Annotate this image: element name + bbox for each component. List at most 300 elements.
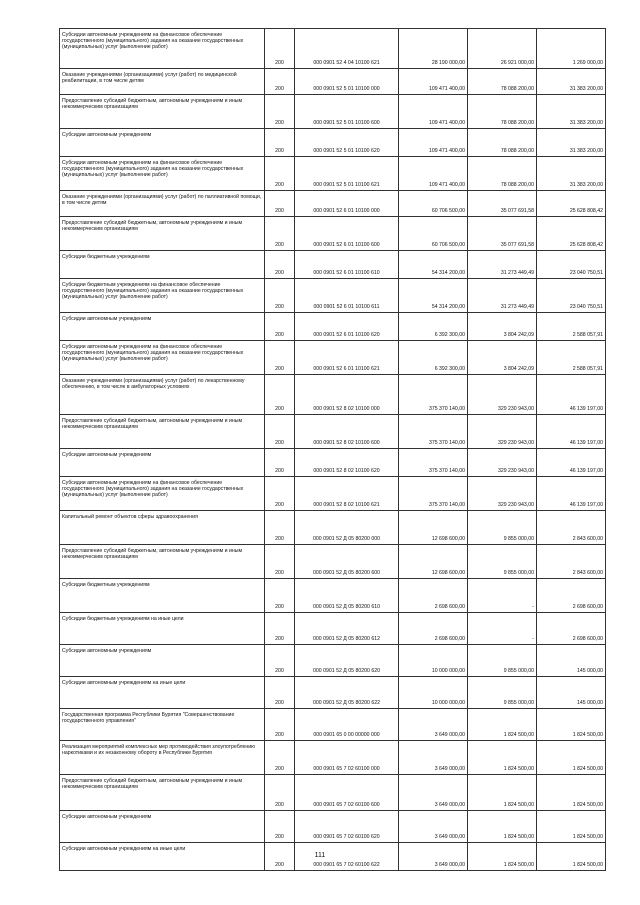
cell-unexecuted-amount (537, 449, 606, 477)
cell-approved-amount (399, 677, 468, 709)
table-row (60, 545, 606, 579)
cell-unexecuted-amount (537, 251, 606, 279)
cell-classification-code (295, 579, 399, 613)
cell-code-text: 200 (275, 834, 284, 840)
cell-code (265, 741, 295, 775)
cell-code-text: 200 (275, 86, 284, 92)
cell-unexecuted-amount-text: 2 843 600,00 (572, 570, 603, 576)
cell-code-text: 200 (275, 332, 284, 338)
cell-executed-amount (468, 191, 537, 217)
cell-classification-code (295, 251, 399, 279)
table-row (60, 191, 606, 217)
cell-approved-amount-text: 10 000 000,00 (431, 700, 465, 706)
cell-name (60, 69, 265, 95)
cell-unexecuted-amount-text: 1 824 500,00 (572, 862, 603, 868)
cell-code-text: 200 (275, 182, 284, 188)
cell-name-text: Субсидии автономным учреждениям (62, 132, 152, 138)
cell-unexecuted-amount-text: 2 843 600,00 (572, 536, 603, 542)
cell-executed-amount (468, 449, 537, 477)
cell-name (60, 775, 265, 811)
cell-unexecuted-amount-text: 31 383 200,00 (569, 182, 603, 188)
cell-unexecuted-amount-text: 145 000,00 (577, 700, 603, 706)
cell-approved-amount (399, 375, 468, 415)
cell-name (60, 313, 265, 341)
cell-approved-amount-text: 3 649 000,00 (434, 802, 465, 808)
cell-code-text: 200 (275, 732, 284, 738)
cell-code-text: 200 (275, 406, 284, 412)
cell-approved-amount-text: 3 649 000,00 (434, 834, 465, 840)
table-row (60, 709, 606, 741)
cell-approved-amount-text: 12 698 600,00 (431, 536, 465, 542)
cell-classification-code (295, 191, 399, 217)
cell-unexecuted-amount-text: 2 588 057,91 (572, 366, 603, 372)
cell-code (265, 511, 295, 545)
cell-executed-amount-text: - (532, 636, 534, 642)
cell-code-text: 200 (275, 208, 284, 214)
cell-classification-code-text: 000 0901 52 8 02 10100 600 (313, 440, 380, 446)
cell-code-text: 200 (275, 502, 284, 508)
cell-approved-amount (399, 191, 468, 217)
cell-approved-amount-text: 109 471 400,00 (428, 86, 465, 92)
cell-name-text: Субсидии автономным учреждениям (62, 648, 152, 654)
table-row (60, 449, 606, 477)
cell-classification-code-text: 000 0901 52 6 01 10100 621 (313, 366, 380, 372)
cell-approved-amount (399, 157, 468, 191)
cell-name-text: Субсидии бюджетным учреждениям (62, 254, 150, 260)
cell-classification-code (295, 129, 399, 157)
cell-code (265, 279, 295, 313)
cell-classification-code-text: 000 0901 52 5 01 10100 600 (313, 120, 380, 126)
cell-classification-code (295, 279, 399, 313)
cell-executed-amount-text: 35 077 691,58 (500, 208, 534, 214)
cell-name (60, 449, 265, 477)
cell-code (265, 477, 295, 511)
cell-unexecuted-amount (537, 677, 606, 709)
cell-name-text: Субсидии автономным учреждениям на финансовое обеспечение государственного (муниципального) задания на оказание государственных (муниципальных) услуг (выполнение работ) (62, 32, 244, 50)
cell-classification-code-text: 000 0901 52 Д 05 80200 612 (313, 636, 380, 642)
cell-classification-code (295, 613, 399, 645)
cell-classification-code (295, 709, 399, 741)
cell-approved-amount-text: 375 370 140,00 (428, 406, 465, 412)
cell-unexecuted-amount-text: 46 139 197,00 (569, 502, 603, 508)
cell-code-text: 200 (275, 304, 284, 310)
cell-name-text: Субсидии автономным учреждениям (62, 452, 152, 458)
cell-name-text: Субсидии автономным учреждениям (62, 316, 152, 322)
cell-unexecuted-amount (537, 69, 606, 95)
cell-name (60, 95, 265, 129)
cell-name (60, 29, 265, 69)
cell-executed-amount (468, 415, 537, 449)
cell-executed-amount (468, 279, 537, 313)
cell-approved-amount-text: 60 706 500,00 (431, 242, 465, 248)
table-row (60, 251, 606, 279)
cell-classification-code-text: 000 0901 52 5 01 10100 621 (313, 182, 380, 188)
cell-approved-amount-text: 10 000 000,00 (431, 668, 465, 674)
cell-approved-amount-text: 6 392 300,00 (434, 366, 465, 372)
cell-unexecuted-amount-text: 1 824 500,00 (572, 834, 603, 840)
table-row (60, 29, 606, 69)
cell-unexecuted-amount-text: 1 269 000,00 (572, 60, 603, 66)
cell-name (60, 545, 265, 579)
cell-executed-amount (468, 579, 537, 613)
cell-unexecuted-amount-text: 46 139 197,00 (569, 406, 603, 412)
cell-classification-code (295, 511, 399, 545)
cell-code-text: 200 (275, 242, 284, 248)
cell-approved-amount (399, 545, 468, 579)
cell-name-text: Субсидии бюджетным учреждениям на финансовое обеспечение государственного (муниципального) задания на оказание государственных (муниципальных) услуг (выполнение работ) (62, 282, 244, 300)
cell-unexecuted-amount (537, 341, 606, 375)
cell-unexecuted-amount (537, 217, 606, 251)
cell-code (265, 677, 295, 709)
cell-executed-amount-text: 329 230 943,00 (497, 440, 534, 446)
cell-approved-amount-text: 3 649 000,00 (434, 732, 465, 738)
cell-code (265, 775, 295, 811)
cell-name-text: Предоставление субсидий бюджетным, автономным учреждениям и иным некоммерческим организациям (62, 220, 243, 232)
cell-executed-amount-text: 9 855 000,00 (503, 570, 534, 576)
cell-name-text: Оказание учреждениями (организациями) услуг (работ) по медицинской реабилитации, в том числе детям (62, 72, 237, 84)
cell-approved-amount (399, 511, 468, 545)
cell-code (265, 191, 295, 217)
cell-name-text: Капитальный ремонт объектов сферы здравоохранения (62, 514, 198, 520)
table-row (60, 775, 606, 811)
cell-code-text: 200 (275, 862, 284, 868)
cell-approved-amount-text: 109 471 400,00 (428, 148, 465, 154)
cell-code (265, 645, 295, 677)
cell-code (265, 545, 295, 579)
cell-name (60, 157, 265, 191)
table-row (60, 415, 606, 449)
table-row (60, 579, 606, 613)
cell-classification-code (295, 645, 399, 677)
cell-approved-amount-text: 3 649 000,00 (434, 862, 465, 868)
cell-approved-amount (399, 415, 468, 449)
table-row (60, 279, 606, 313)
cell-code (265, 29, 295, 69)
cell-name (60, 811, 265, 843)
cell-classification-code-text: 000 0901 52 Д 05 80200 000 (313, 536, 380, 542)
cell-executed-amount-text: 329 230 943,00 (497, 502, 534, 508)
cell-executed-amount-text: 1 824 500,00 (503, 834, 534, 840)
cell-approved-amount-text: 3 649 000,00 (434, 766, 465, 772)
cell-name-text: Реализация мероприятий комплексных мер противодействия злоупотреблению наркотиками и их незаконному обороту в Республике Бурятия (62, 744, 256, 756)
cell-unexecuted-amount (537, 613, 606, 645)
table-row (60, 511, 606, 545)
cell-classification-code-text: 000 0901 52 Д 05 80200 622 (313, 700, 380, 706)
cell-approved-amount (399, 279, 468, 313)
cell-code (265, 613, 295, 645)
cell-name (60, 415, 265, 449)
cell-classification-code (295, 313, 399, 341)
cell-unexecuted-amount (537, 129, 606, 157)
cell-approved-amount-text: 375 370 140,00 (428, 468, 465, 474)
cell-unexecuted-amount-text: 25 628 808,42 (569, 208, 603, 214)
cell-unexecuted-amount (537, 511, 606, 545)
cell-classification-code-text: 000 0901 65 7 02 60100 622 (313, 862, 380, 868)
cell-unexecuted-amount-text: 1 824 500,00 (572, 766, 603, 772)
cell-unexecuted-amount (537, 709, 606, 741)
page-number: 111 (314, 852, 326, 859)
cell-unexecuted-amount (537, 95, 606, 129)
cell-executed-amount-text: 1 824 500,00 (503, 802, 534, 808)
cell-approved-amount (399, 129, 468, 157)
budget-execution-table (59, 28, 606, 871)
cell-classification-code-text: 000 0901 52 Д 05 80200 610 (313, 604, 380, 610)
cell-name-text: Субсидии бюджетным учреждениям (62, 582, 150, 588)
cell-executed-amount-text: 78 088 200,00 (500, 148, 534, 154)
cell-approved-amount (399, 251, 468, 279)
cell-classification-code-text: 000 0901 65 7 02 60100 600 (313, 802, 380, 808)
cell-classification-code-text: 000 0901 52 8 02 10100 000 (313, 406, 380, 412)
table-row (60, 375, 606, 415)
cell-classification-code (295, 677, 399, 709)
cell-unexecuted-amount-text: 31 383 200,00 (569, 120, 603, 126)
cell-executed-amount-text: 329 230 943,00 (497, 406, 534, 412)
cell-unexecuted-amount (537, 191, 606, 217)
cell-code-text: 200 (275, 120, 284, 126)
cell-unexecuted-amount-text: 46 139 197,00 (569, 440, 603, 446)
cell-classification-code-text: 000 0901 52 Д 05 80200 600 (313, 570, 380, 576)
cell-approved-amount (399, 709, 468, 741)
cell-approved-amount (399, 741, 468, 775)
cell-name (60, 741, 265, 775)
cell-executed-amount (468, 775, 537, 811)
cell-executed-amount (468, 157, 537, 191)
cell-name-text: Государственная программа Республики Бурятия "Совершенствование государственного управления" (62, 712, 235, 724)
cell-code (265, 313, 295, 341)
cell-code-text: 200 (275, 270, 284, 276)
cell-approved-amount-text: 375 370 140,00 (428, 440, 465, 446)
cell-name-text: Субсидии автономным учреждениям на иные цели (62, 680, 186, 686)
cell-executed-amount (468, 709, 537, 741)
cell-name-text: Предоставление субсидий бюджетным, автономным учреждениям и иным некоммерческим организациям (62, 778, 243, 790)
cell-executed-amount-text: 9 855 000,00 (503, 700, 534, 706)
cell-executed-amount-text: 1 824 500,00 (503, 732, 534, 738)
cell-executed-amount-text: 35 077 691,58 (500, 242, 534, 248)
cell-code (265, 251, 295, 279)
cell-unexecuted-amount-text: 23 040 750,51 (569, 304, 603, 310)
cell-classification-code-text: 000 0901 52 5 01 10100 000 (313, 86, 380, 92)
cell-code (265, 157, 295, 191)
table-row (60, 677, 606, 709)
cell-classification-code (295, 775, 399, 811)
cell-executed-amount-text: 329 230 943,00 (497, 468, 534, 474)
cell-approved-amount-text: 12 698 600,00 (431, 570, 465, 576)
cell-classification-code (295, 29, 399, 69)
cell-classification-code-text: 000 0901 52 6 01 10100 610 (313, 270, 380, 276)
cell-executed-amount (468, 217, 537, 251)
cell-approved-amount-text: 109 471 400,00 (428, 120, 465, 126)
cell-executed-amount (468, 69, 537, 95)
cell-unexecuted-amount-text: 1 824 500,00 (572, 802, 603, 808)
cell-classification-code (295, 157, 399, 191)
table-row (60, 613, 606, 645)
cell-unexecuted-amount-text: 46 139 197,00 (569, 468, 603, 474)
cell-name (60, 217, 265, 251)
table-row (60, 811, 606, 843)
cell-name (60, 375, 265, 415)
cell-code (265, 69, 295, 95)
cell-name-text: Предоставление субсидий бюджетным, автономным учреждениям и иным некоммерческим организациям (62, 418, 243, 430)
cell-name (60, 251, 265, 279)
cell-name-text: Предоставление субсидий бюджетным, автономным учреждениям и иным некоммерческим организациям (62, 548, 243, 560)
cell-name-text: Оказание учреждениями (организациями) услуг (работ) по лекарственному обеспечению, в том числе в амбулаторных условиях (62, 378, 245, 390)
cell-code-text: 200 (275, 766, 284, 772)
cell-approved-amount (399, 313, 468, 341)
cell-code-text: 200 (275, 440, 284, 446)
cell-executed-amount (468, 95, 537, 129)
cell-code (265, 579, 295, 613)
cell-code-text: 200 (275, 148, 284, 154)
cell-classification-code (295, 477, 399, 511)
cell-code-text: 200 (275, 536, 284, 542)
cell-approved-amount (399, 811, 468, 843)
cell-executed-amount (468, 811, 537, 843)
cell-name (60, 341, 265, 375)
cell-unexecuted-amount-text: 2 698 600,00 (572, 604, 603, 610)
cell-name (60, 511, 265, 545)
cell-executed-amount (468, 645, 537, 677)
cell-code-text: 200 (275, 668, 284, 674)
table-row (60, 341, 606, 375)
cell-approved-amount-text: 2 698 600,00 (434, 636, 465, 642)
cell-executed-amount-text: 31 273 449,49 (500, 304, 534, 310)
cell-approved-amount (399, 775, 468, 811)
cell-executed-amount (468, 375, 537, 415)
cell-unexecuted-amount-text: 31 383 200,00 (569, 86, 603, 92)
cell-name (60, 129, 265, 157)
cell-name (60, 191, 265, 217)
cell-unexecuted-amount (537, 415, 606, 449)
cell-unexecuted-amount-text: 25 628 808,42 (569, 242, 603, 248)
cell-approved-amount (399, 95, 468, 129)
cell-classification-code (295, 341, 399, 375)
cell-approved-amount (399, 477, 468, 511)
cell-code (265, 415, 295, 449)
cell-classification-code-text: 000 0901 52 6 01 10100 000 (313, 208, 380, 214)
cell-executed-amount-text: 31 273 449,49 (500, 270, 534, 276)
cell-approved-amount-text: 28 190 000,00 (431, 60, 465, 66)
cell-code-text: 200 (275, 570, 284, 576)
cell-executed-amount (468, 129, 537, 157)
cell-unexecuted-amount-text: 2 588 057,91 (572, 332, 603, 338)
cell-executed-amount (468, 677, 537, 709)
cell-unexecuted-amount (537, 29, 606, 69)
cell-executed-amount-text: - (532, 604, 534, 610)
table-row (60, 477, 606, 511)
cell-approved-amount-text: 375 370 140,00 (428, 502, 465, 508)
cell-name-text: Субсидии автономным учреждениям на финансовое обеспечение государственного (муниципального) задания на оказание государственных (муниципальных) услуг (выполнение работ) (62, 480, 244, 498)
cell-unexecuted-amount (537, 579, 606, 613)
cell-name (60, 613, 265, 645)
cell-unexecuted-amount-text: 2 698 600,00 (572, 636, 603, 642)
cell-classification-code-text: 000 0901 52 Д 05 80200 620 (313, 668, 380, 674)
cell-approved-amount (399, 69, 468, 95)
cell-name-text: Предоставление субсидий бюджетным, автономным учреждениям и иным некоммерческим организациям (62, 98, 243, 110)
cell-unexecuted-amount (537, 545, 606, 579)
cell-classification-code (295, 811, 399, 843)
cell-code (265, 341, 295, 375)
cell-executed-amount (468, 477, 537, 511)
table-row (60, 129, 606, 157)
cell-name-text: Субсидии автономным учреждениям (62, 814, 152, 820)
cell-executed-amount (468, 341, 537, 375)
cell-name-text: Субсидии бюджетным учреждениям на иные цели (62, 616, 184, 622)
table-row (60, 741, 606, 775)
cell-executed-amount (468, 313, 537, 341)
table-row (60, 69, 606, 95)
cell-unexecuted-amount (537, 375, 606, 415)
cell-code-text: 200 (275, 700, 284, 706)
cell-name-text: Субсидии автономным учреждениям на финансовое обеспечение государственного (муниципального) задания на оказание государственных (муниципальных) услуг (выполнение работ) (62, 344, 244, 362)
cell-executed-amount (468, 613, 537, 645)
cell-classification-code-text: 000 0901 52 8 02 10100 620 (313, 468, 380, 474)
cell-unexecuted-amount (537, 279, 606, 313)
cell-name (60, 279, 265, 313)
table-row (60, 157, 606, 191)
cell-classification-code-text: 000 0901 52 8 02 10100 621 (313, 502, 380, 508)
cell-executed-amount-text: 9 855 000,00 (503, 536, 534, 542)
table-row (60, 217, 606, 251)
cell-executed-amount-text: 1 824 500,00 (503, 862, 534, 868)
cell-executed-amount (468, 29, 537, 69)
cell-executed-amount-text: 78 088 200,00 (500, 86, 534, 92)
cell-name-text: Субсидии автономным учреждениям на иные цели (62, 846, 186, 852)
cell-executed-amount-text: 78 088 200,00 (500, 120, 534, 126)
cell-code (265, 95, 295, 129)
cell-code (265, 129, 295, 157)
cell-executed-amount-text: 78 088 200,00 (500, 182, 534, 188)
cell-executed-amount-text: 3 804 242,09 (503, 366, 534, 372)
cell-approved-amount (399, 613, 468, 645)
cell-classification-code (295, 415, 399, 449)
cell-approved-amount-text: 2 698 600,00 (434, 604, 465, 610)
table-row (60, 95, 606, 129)
cell-approved-amount (399, 645, 468, 677)
cell-classification-code-text: 000 0901 52 6 01 10100 620 (313, 332, 380, 338)
cell-name (60, 709, 265, 741)
cell-unexecuted-amount (537, 811, 606, 843)
cell-classification-code-text: 000 0901 65 7 02 60100 000 (313, 766, 380, 772)
cell-classification-code-text: 000 0901 52 5 01 10100 620 (313, 148, 380, 154)
cell-name-text: Оказание учреждениями (организациями) услуг (работ) по паллиативной помощи, в том числе детям (62, 194, 262, 206)
cell-unexecuted-amount (537, 645, 606, 677)
cell-name-text: Субсидии автономным учреждениям на финансовое обеспечение государственного (муниципального) задания на оказание государственных (муниципальных) услуг (выполнение работ) (62, 160, 244, 178)
cell-code-text: 200 (275, 468, 284, 474)
cell-classification-code-text: 000 0901 65 7 02 60100 620 (313, 834, 380, 840)
cell-classification-code (295, 375, 399, 415)
cell-unexecuted-amount (537, 775, 606, 811)
cell-executed-amount-text: 3 804 242,09 (503, 332, 534, 338)
cell-approved-amount (399, 579, 468, 613)
cell-classification-code (295, 217, 399, 251)
table-body (60, 29, 606, 871)
cell-code-text: 200 (275, 366, 284, 372)
cell-classification-code (295, 449, 399, 477)
cell-approved-amount-text: 54 314 200,00 (431, 270, 465, 276)
cell-approved-amount (399, 449, 468, 477)
cell-code (265, 449, 295, 477)
cell-code-text: 200 (275, 604, 284, 610)
cell-code-text: 200 (275, 636, 284, 642)
cell-unexecuted-amount (537, 477, 606, 511)
cell-executed-amount (468, 741, 537, 775)
cell-executed-amount-text: 9 855 000,00 (503, 668, 534, 674)
table-row (60, 313, 606, 341)
cell-name (60, 477, 265, 511)
cell-unexecuted-amount-text: 145 000,00 (577, 668, 603, 674)
cell-classification-code-text: 000 0901 52 4 04 10100 621 (313, 60, 380, 66)
cell-code-text: 200 (275, 60, 284, 66)
